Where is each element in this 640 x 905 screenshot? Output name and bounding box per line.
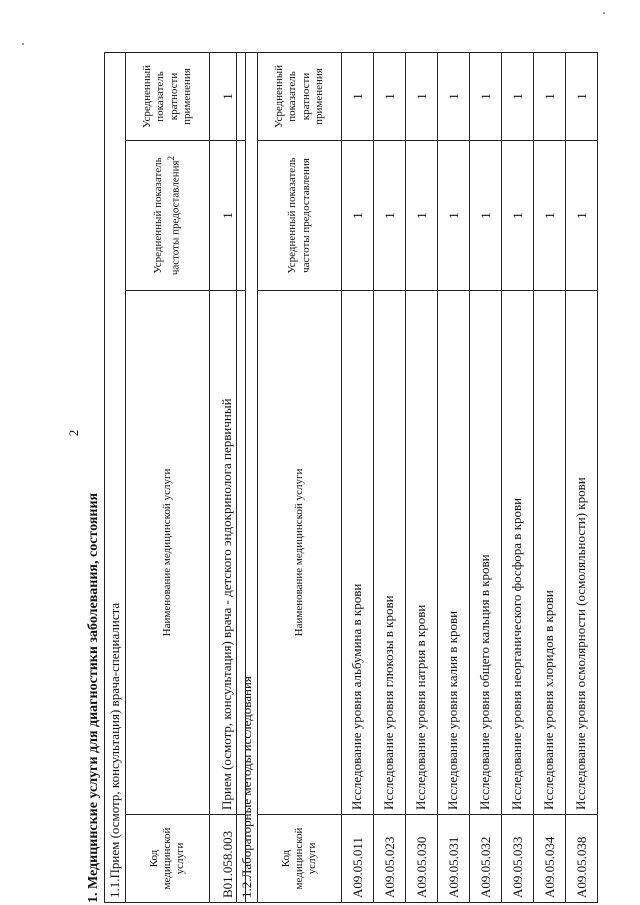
footnote-mark: 2	[165, 155, 176, 161]
section-heading: 1. Медицинские услуги для диагностики заболевания, состояния	[86, 492, 101, 903]
rotated-content	[66, 3, 606, 903]
service-code: A09.05.038	[566, 815, 598, 903]
table-caption-row	[237, 53, 258, 903]
multiplicity-value: 1	[374, 53, 406, 141]
table-header-row	[126, 53, 210, 903]
header-code: Код медицинской услуги	[258, 815, 342, 903]
service-name: Прием (осмотр, консультация) врача - детского эндокринолога первичный	[210, 291, 246, 815]
table-row	[438, 53, 470, 903]
service-name: Исследование уровня альбумина в крови	[342, 291, 374, 815]
multiplicity-value: 1	[566, 53, 598, 141]
table-row	[566, 53, 598, 903]
service-code: A09.05.011	[342, 815, 374, 903]
frequency-value: 1	[470, 141, 502, 291]
multiplicity-value: 1	[438, 53, 470, 141]
table-row	[374, 53, 406, 903]
table-row	[502, 53, 534, 903]
multiplicity-value: 1	[342, 53, 374, 141]
multiplicity-value: 1	[534, 53, 566, 141]
frequency-value: 1	[342, 141, 374, 291]
service-name: Исследование уровня неорганического фосфора в крови	[502, 291, 534, 815]
multiplicity-value: 1	[210, 53, 246, 141]
frequency-value: 1	[210, 141, 246, 291]
page-number: 2	[66, 429, 81, 437]
table-caption: 1.1.Прием (осмотр, консультация) врача-специалиста	[105, 53, 126, 903]
table-row	[342, 53, 374, 903]
service-code: A09.05.033	[502, 815, 534, 903]
frequency-value: 1	[566, 141, 598, 291]
frequency-value: 1	[374, 141, 406, 291]
table-header-row	[258, 53, 342, 903]
service-name: Исследование уровня хлоридов в крови	[534, 291, 566, 815]
table-caption-row	[105, 53, 126, 903]
service-code: A09.05.023	[374, 815, 406, 903]
service-name: Исследование уровня общего кальция в крови	[470, 291, 502, 815]
service-code: B01.058.003	[210, 815, 246, 903]
frequency-value: 1	[406, 141, 438, 291]
frequency-value: 1	[502, 141, 534, 291]
header-multiplicity: Усредненный показатель кратности применения	[258, 53, 342, 141]
header-name: Наименование медицинской услуги	[126, 291, 210, 815]
service-name: Исследование уровня осмолярности (осмоляльности) крови	[566, 291, 598, 815]
service-name: Исследование уровня глюкозы в крови	[374, 291, 406, 815]
table-caption: 1.2.Лабораторные методы исследования	[237, 53, 258, 903]
service-code: A09.05.030	[406, 815, 438, 903]
service-name: Исследование уровня калия в крови	[438, 291, 470, 815]
scan-speck	[22, 43, 24, 45]
header-code: Код медицинской услуги	[126, 815, 210, 903]
header-frequency: Усредненный показатель частоты предоставления$^2$	[126, 141, 210, 291]
lab-tests-table	[236, 52, 598, 903]
header-frequency: Усредненный показатель частоты предоставления	[258, 141, 342, 291]
service-name: Исследование уровня натрия в крови	[406, 291, 438, 815]
table-row	[406, 53, 438, 903]
consultation-table	[104, 52, 246, 903]
multiplicity-value: 1	[470, 53, 502, 141]
frequency-value: 1	[438, 141, 470, 291]
table-row	[470, 53, 502, 903]
multiplicity-value: 1	[406, 53, 438, 141]
multiplicity-value: 1	[502, 53, 534, 141]
service-code: A09.05.031	[438, 815, 470, 903]
service-code: A09.05.034	[534, 815, 566, 903]
service-code: A09.05.032	[470, 815, 502, 903]
header-name: Наименование медицинской услуги	[258, 291, 342, 815]
header-multiplicity: Усредненный показатель кратности применения	[126, 53, 210, 141]
table-row	[534, 53, 566, 903]
frequency-value: 1	[534, 141, 566, 291]
